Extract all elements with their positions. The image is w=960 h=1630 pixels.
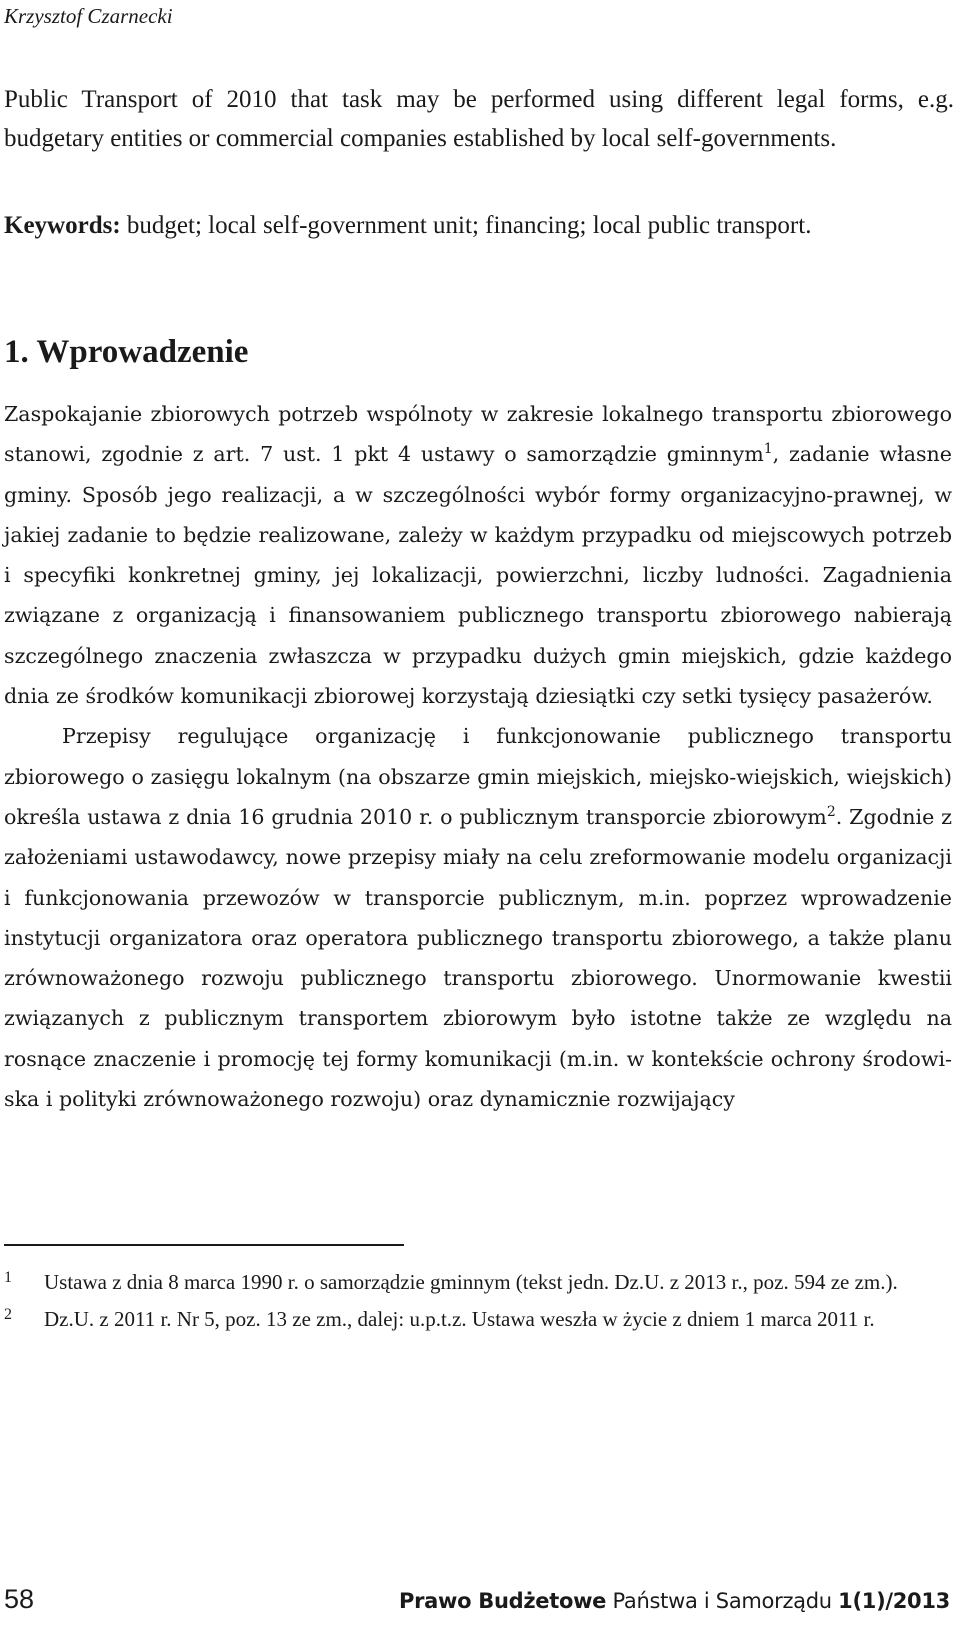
paragraph-2-text-b: . Zgodnie z założeniami ustawodawcy, nowe przepisy miały na celu zreformowanie modelu organizacji i funkcjonowania przewozów w transporcie publicznym, m.in. poprzez wprowadzenie instytucji organizatora oraz operatora publicznego transportu zbiorowego, a także planu zrównoważonego rozwoju publicznego transportu zbiorowego. Unormowanie kwestii związanych z publicznym transportem zbiorowym było istotne także ze względu na rosnące znaczenie i promocję tej formy komunikacji (m.in. w kontekście ochrony środowiska i polityki zrównoważonego rozwoju) oraz dynamicznie rozwijający: [4, 804, 952, 1112]
footnote-text: Dz.U. z 2011 r. Nr 5, poz. 13 ze zm., dalej: u.p.t.z. Ustawa weszła w życie z dniem 1 marca 2011 r.: [44, 1307, 875, 1331]
body-text: [4, 394, 952, 1119]
paragraph-1-text-a: Zaspokajanie zbiorowych potrzeb wspólnoty w zakresie lokalnego transportu zbiorowego stanowi, zgodnie z art. 7 ust. 1 pkt 4 ustawy o samorządzie gminnym: [4, 402, 952, 467]
footnote-number: 2: [4, 1306, 12, 1323]
paragraph-2-text-a: Przepisy regulujące organizację i funkcjonowanie publicznego transportu zbiorowego o zasięgu lokalnym (na obszarze gmin miejskich, miejsko-wiejskich, wiejskich) określa ustawa z dnia 16 grudnia 2010 r. o publicznym transporcie zbiorowym: [4, 724, 952, 829]
footnote-1: [4, 1268, 954, 1297]
footnote-2: [4, 1305, 954, 1334]
footnote-number: 1: [4, 1269, 12, 1286]
paragraph-1-text-b: , zadanie własne gminy. Sposób jego realizacji, a w szczególności wybór formy organizacyjno-prawnej, w jakiej zadanie to będzie realizowane, zależy w każdym przypadku od miejscowych potrzeb i specyfiki konkretnej gminy, jej lokalizacji, powierzchni, liczby ludności. Zagadnienia związane z organizacją i finansowaniem publicznego transportu zbiorowego nabierają szczególnego znaczenia zwłaszcza w przypadku dużych gmin miejskich, gdzie każdego dnia ze środków komunikacji zbiorowej korzystają dziesiątki czy setki tysięcy pasażerów.: [4, 442, 952, 709]
paragraph-1: [4, 394, 952, 716]
journal-title-rest: Państwa i Samorządu: [606, 1589, 839, 1613]
keywords-label: Keywords:: [4, 212, 121, 239]
footnote-separator: [4, 1244, 404, 1246]
footnote-text: Ustawa z dnia 8 marca 1990 r. o samorządzie gminnym (tekst jedn. Dz.U. z 2013 r., poz. 594 ze zm.).: [44, 1270, 898, 1294]
keywords-line: [4, 206, 954, 245]
page-number: 58: [4, 1584, 35, 1614]
abstract-text: Public Transport of 2010 that task may be performed using different legal forms, e.g. budgetary entities or commercial companies established by local self-governments.: [4, 86, 954, 152]
running-head-author: Krzysztof Czarnecki: [4, 4, 173, 28]
abstract-block: [4, 80, 954, 158]
journal-title: [399, 1586, 950, 1616]
section-heading: 1. Wprowadzenie: [4, 334, 249, 370]
journal-issue: 1(1)/2013: [838, 1589, 950, 1613]
paragraph-2: [4, 716, 952, 1119]
footnotes-block: [4, 1268, 954, 1342]
footnote-ref-1[interactable]: 1: [763, 441, 773, 458]
journal-title-bold: Prawo Budżetowe: [399, 1589, 607, 1613]
keywords-text: budget; local self-government unit; financing; local public transport.: [120, 212, 812, 239]
footnote-ref-2[interactable]: 2: [826, 804, 836, 821]
